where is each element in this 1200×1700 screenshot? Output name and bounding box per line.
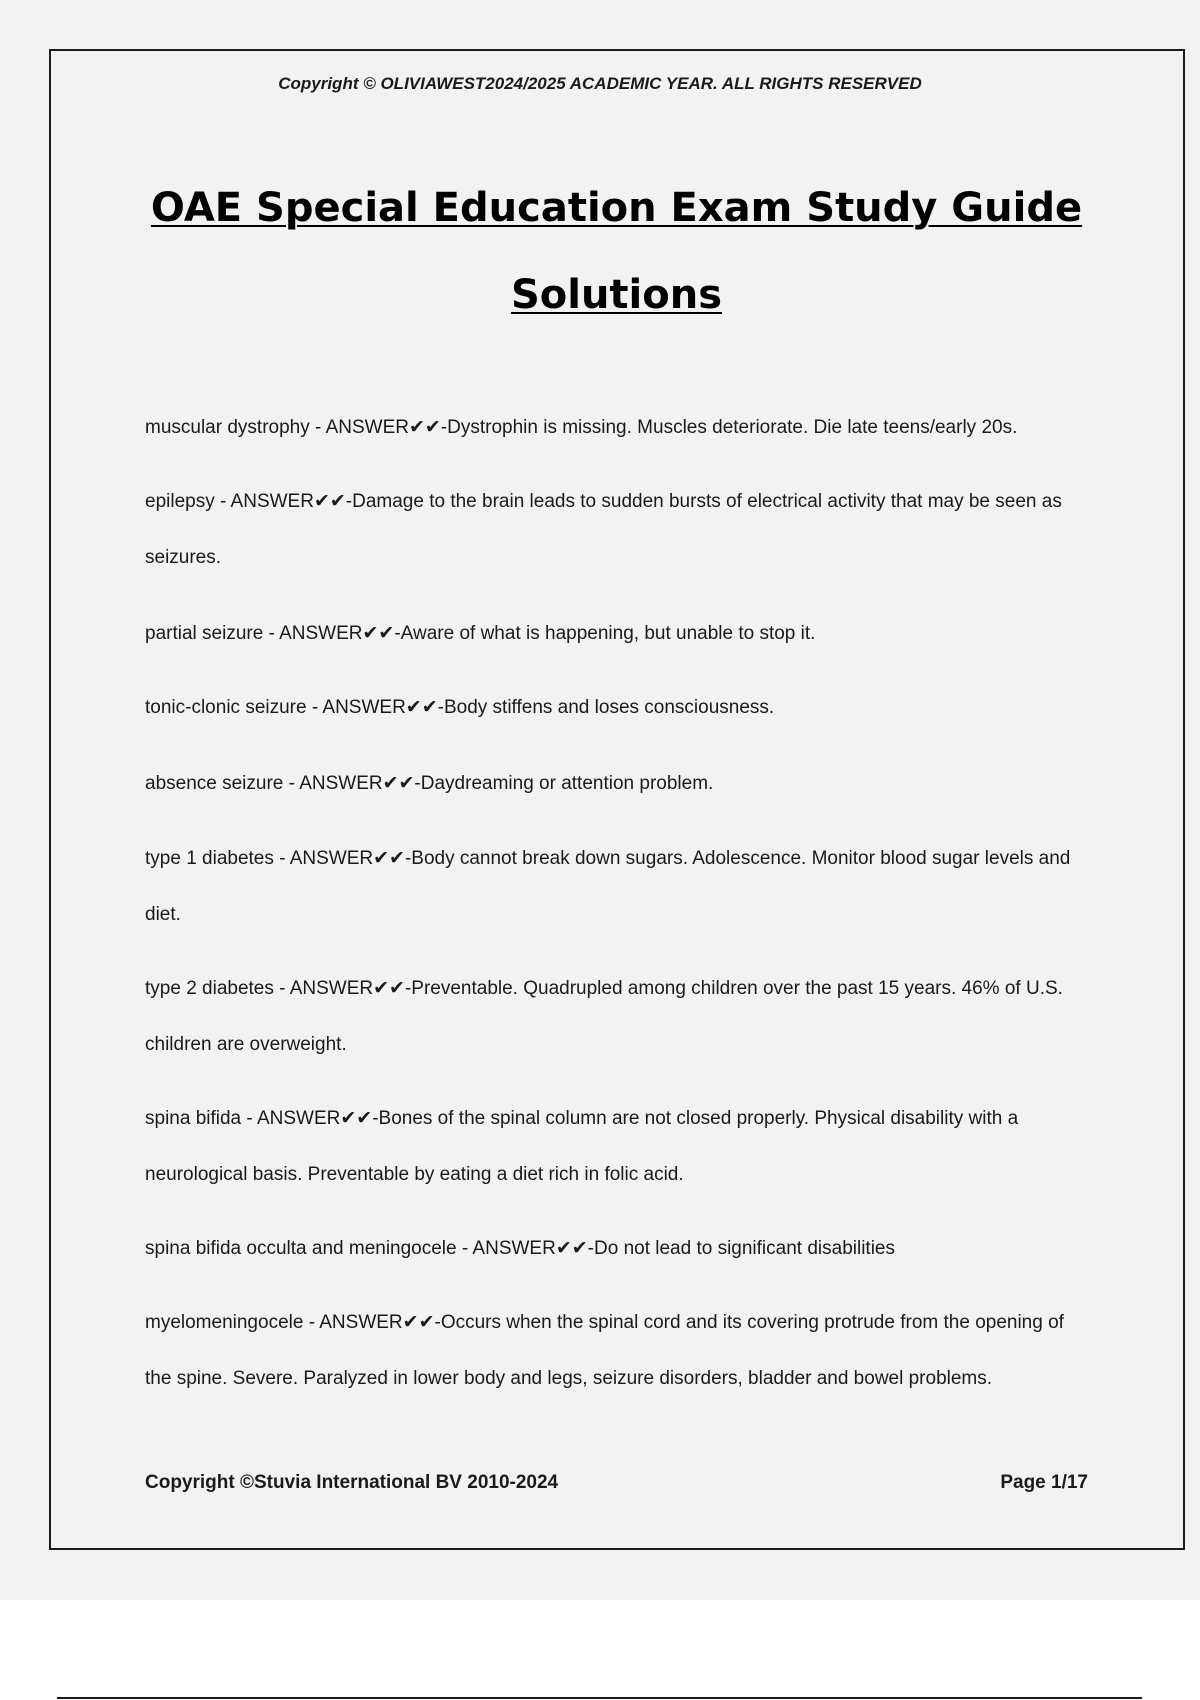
qa-item: spina bifida occulta and meningocele - ANSWER✔✔-Do not lead to significant disabilities <box>145 1238 895 1259</box>
header-copyright: Copyright © OLIVIAWEST2024/2025 ACADEMIC YEAR. ALL RIGHTS RESERVED <box>278 74 922 93</box>
page-number: Page 1/17 <box>1000 1472 1088 1493</box>
qa-item: type 1 diabetes - ANSWER✔✔-Body cannot break down sugars. Adolescence. Monitor blood sugar levels and diet. <box>145 848 1071 925</box>
qa-item: type 2 diabetes - ANSWER✔✔-Preventable. Quadrupled among children over the past 15 years. 46% of U.S. children are overweight. <box>145 978 1063 1055</box>
qa-item: absence seizure - ANSWER✔✔-Daydreaming or attention problem. <box>145 773 714 794</box>
qa-item: spina bifida - ANSWER✔✔-Bones of the spinal column are not closed properly. Physical disability with a neurological basis. Preventable by eating a diet rich in folic acid. <box>145 1108 1019 1185</box>
qa-item: tonic-clonic seizure - ANSWER✔✔-Body stiffens and loses consciousness. <box>145 697 775 718</box>
title-line-2: Solutions <box>510 272 723 318</box>
qa-item: myelomeningocele - ANSWER✔✔-Occurs when the spinal cord and its covering protrude from the opening of the spine. Severe. Paralyzed in lower body and legs, seizure disorders, bladder and bowel problems. <box>145 1312 1064 1389</box>
bottom-divider <box>57 1697 1142 1699</box>
page-title <box>100 165 1133 339</box>
footer-copyright: Copyright ©Stuvia International BV 2010-2024 <box>145 1472 559 1493</box>
title-line-1: OAE Special Education Exam Study Guide <box>150 185 1083 231</box>
qa-item: partial seizure - ANSWER✔✔-Aware of what is happening, but unable to stop it. <box>145 623 816 644</box>
qa-item: muscular dystrophy - ANSWER✔✔-Dystrophin is missing. Muscles deteriorate. Die late teens/early 20s. <box>145 417 1018 438</box>
qa-item: epilepsy - ANSWER✔✔-Damage to the brain leads to sudden bursts of electrical activity that may be seen as seizures. <box>145 491 1062 568</box>
